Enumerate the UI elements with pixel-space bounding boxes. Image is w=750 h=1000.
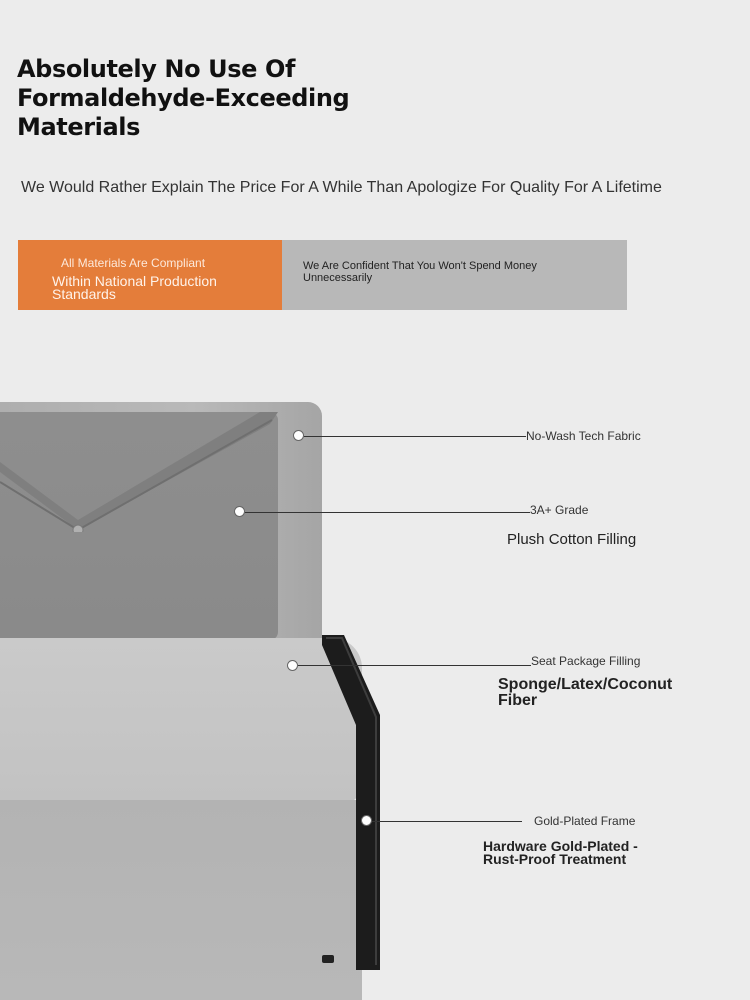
sofa-foot <box>322 955 334 963</box>
callout-cotton-grade: 3A+ Grade <box>530 503 589 517</box>
subtitle: We Would Rather Explain The Price For A While Than Apologize For Quality For A Lifetime <box>21 179 662 196</box>
title-line-1: Absolutely No Use Of <box>17 55 295 83</box>
title-line-3: Materials <box>17 113 140 141</box>
callout-frame-main: Hardware Gold-Plated - Rust-Proof Treatment <box>483 838 638 867</box>
callout-line-cotton <box>245 512 530 513</box>
sofa-base-front <box>0 800 362 1000</box>
title-line-2: Formaldehyde-Exceeding <box>17 84 350 112</box>
banner-right-text: We Are Confident That You Won't Spend Money Unnecessarily <box>303 260 537 284</box>
page-title <box>17 55 357 142</box>
callout-dot-fabric <box>293 430 304 441</box>
callout-seat-label: Seat Package Filling <box>531 654 641 668</box>
callout-line-frame <box>372 821 522 822</box>
compliance-banner <box>18 240 627 310</box>
callout-dot-seat <box>287 660 298 671</box>
banner-left-panel <box>18 240 282 310</box>
sofa-armrest-frame <box>322 635 382 970</box>
callout-line-fabric <box>304 436 526 437</box>
sofa-seat-cushion <box>0 638 362 803</box>
callout-frame-label: Gold-Plated Frame <box>534 814 636 828</box>
callout-dot-frame <box>361 815 372 826</box>
banner-left-text: Within National Production Standards <box>52 273 217 302</box>
callout-fabric-label: No-Wash Tech Fabric <box>526 429 641 443</box>
callout-seat-main: Sponge/Latex/Coconut Fiber <box>498 676 673 709</box>
callout-dot-cotton <box>234 506 245 517</box>
banner-right-panel <box>282 240 627 310</box>
callout-cotton-main: Plush Cotton Filling <box>507 531 637 548</box>
banner-left-heading: All Materials Are Compliant <box>61 256 206 270</box>
callout-line-seat <box>298 665 531 666</box>
sofa-image <box>0 400 400 1000</box>
